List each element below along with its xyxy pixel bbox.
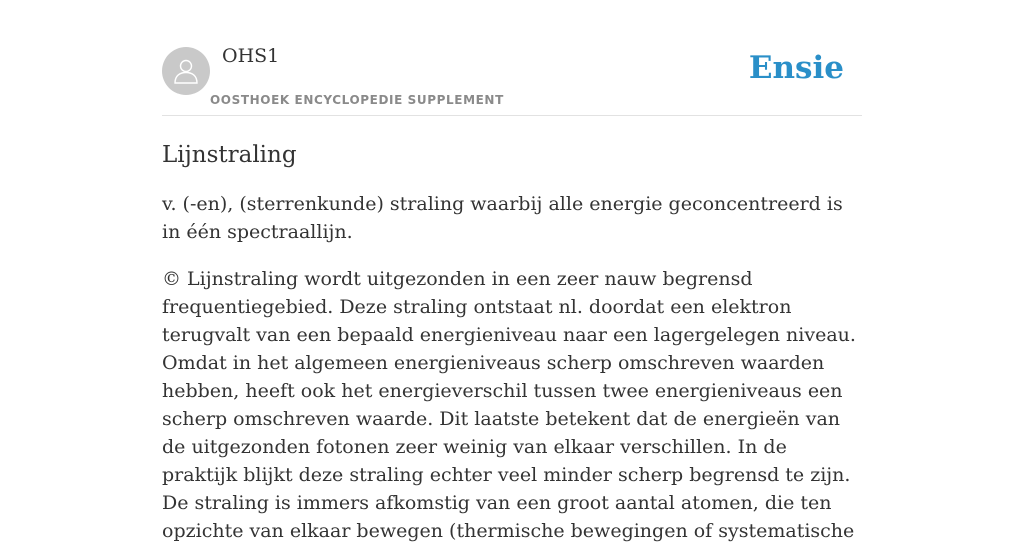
user-icon: [171, 56, 201, 86]
entry-description: © Lijnstraling wordt uitgezonden in een zeer nauw begrensd frequentiegebied. Deze straling ontstaat nl. doordat een elektron terugvalt van een bepaald energieniveau naar een lagergelegen niveau. Omdat in het algemeen energieniveaus scherp omschreven waarden hebben, heeft ook het energieverschil tussen twee energieniveaus een scherp omschreven waarde. Dit laatste betekent dat de energieën van de uitgezonden fotonen zeer weinig van elkaar verschillen. In de praktijk blijkt deze straling echter veel minder scherp begrensd te zijn. De straling is immers afkomstig van een groot aantal atomen, die ten opzichte van elkaar bewegen (thermische bewegingen of systematische: [162, 268, 856, 542]
page-header: [162, 0, 862, 116]
content-container: [162, 0, 862, 545]
avatar[interactable]: [162, 47, 210, 95]
brand-logo[interactable]: Ensie: [748, 50, 844, 86]
entry-title: Lijnstraling: [162, 142, 297, 168]
source-label[interactable]: OOSTHOEK ENCYCLOPEDIE SUPPLEMENT: [210, 93, 504, 107]
author-name[interactable]: OHS1: [222, 45, 280, 67]
entry-definition: v. (-en), (sterrenkunde) straling waarbij alle energie geconcentreerd is in één spectraallijn.: [162, 193, 843, 243]
